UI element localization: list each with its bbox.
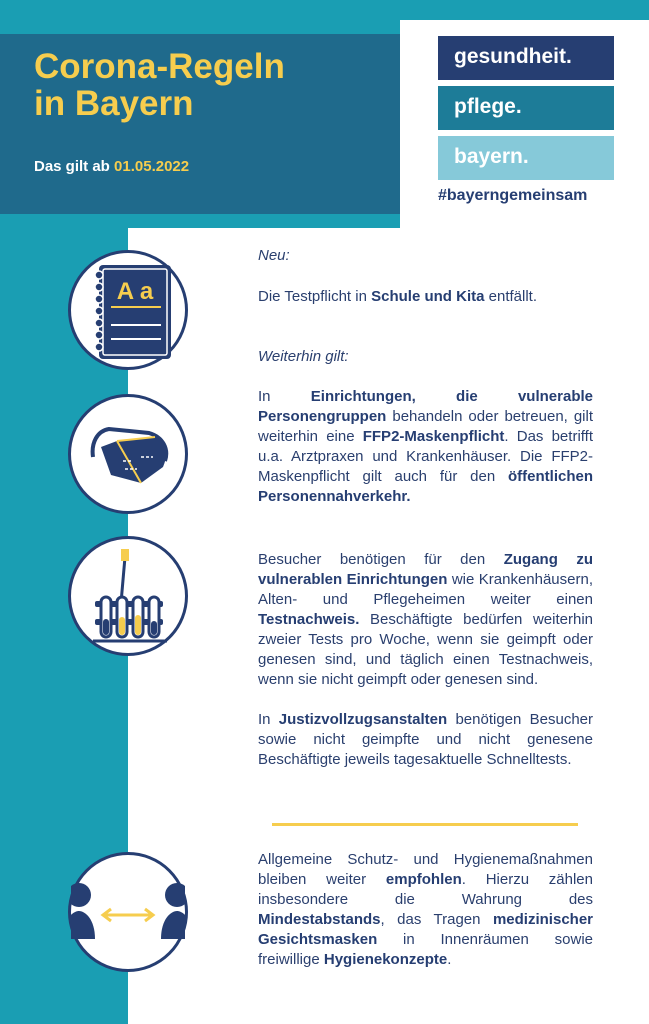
p2-e: Beschäftigte bedürfen weiterhin zweier Tests pro Woche, wenn sie geimpft oder genesen sind, und täglich einen Testnachweis, wenn sie nicht geimpft oder genesen sind. <box>258 611 593 688</box>
p4-a: Allgemeine Schutz- und Hygienemaßnahmen bleiben weiter <box>258 851 593 888</box>
ffp2-mask-icon-circle <box>68 394 188 514</box>
hygiene-paragraph <box>258 850 593 970</box>
valid-from <box>34 158 189 175</box>
page-title <box>34 48 394 122</box>
p1-c: behandeln oder betreuen, gilt weiterhin eine <box>258 408 593 445</box>
p4-c: . Hierzu zählen insbesondere die Wahrung des <box>258 871 593 908</box>
ffp2-paragraph <box>258 387 593 507</box>
neu-label: Neu: <box>258 247 290 264</box>
hashtag: #bayerngemeinsam <box>438 187 588 204</box>
p2-a: Besucher benötigen für den <box>258 551 486 568</box>
p1-d: FFP2-Maskenpflicht <box>362 428 505 445</box>
prison-paragraph <box>258 710 593 770</box>
brand-pflege: pflege. <box>438 86 614 130</box>
p4-e: , das Tragen <box>380 911 481 928</box>
brand-gesundheit: gesundheit. <box>438 36 614 80</box>
p1-e: . Das betrifft u.a. Arztpraxen und Krankenhäuser. Die FFP2-Maskenpflicht gilt auch für den <box>258 428 594 485</box>
valid-from-date: 01.05.2022 <box>114 158 190 175</box>
p2-c: wie Krankenhäusern, Alten- und Pflegeheimen weiter einen <box>258 571 593 608</box>
section-divider <box>272 823 578 826</box>
ffp2-mask-icon <box>71 397 185 511</box>
p1-f: öffentlichen Personennahverkehr. <box>258 468 593 505</box>
distance-people-icon <box>71 855 185 969</box>
valid-from-label: Das gilt ab <box>34 158 110 175</box>
test-text-post: entfällt. <box>488 288 538 305</box>
test-paragraph <box>258 287 593 307</box>
weiterhin-label: Weiterhin gilt: <box>258 348 349 365</box>
p4-g: in Innenräumen sowie freiwillige <box>258 931 593 968</box>
p4-h: Hygienekonzepte <box>323 951 448 968</box>
book-label: A a <box>116 278 154 305</box>
p1-b: Einrichtungen, die vulnerable Personengruppen <box>258 388 593 425</box>
distance-people-icon-circle <box>68 852 188 972</box>
p3-b: Justizvollzugsanstalten <box>278 711 448 728</box>
school-book-icon-circle <box>68 250 188 370</box>
brand-bayern: bayern. <box>438 136 614 180</box>
title-line-1: Corona-Regeln <box>34 47 285 86</box>
p1-a: In <box>258 388 271 405</box>
p4-f: medizinischer Gesichtsmasken <box>258 911 594 948</box>
test-tubes-icon <box>71 539 185 653</box>
test-tubes-icon-circle <box>68 536 188 656</box>
p2-b: Zugang zu vulnerablen Einrichtungen <box>258 551 593 588</box>
test-text-pre: Die Testpflicht in <box>258 288 367 305</box>
p3-a: In <box>258 711 271 728</box>
title-line-2: in Bayern <box>34 84 194 123</box>
school-book-icon <box>71 253 185 367</box>
p4-i: . <box>447 951 452 968</box>
p4-b: empfohlen <box>385 871 462 888</box>
p2-d: Testnachweis. <box>258 611 360 628</box>
test-text-bold: Schule und Kita <box>371 288 485 305</box>
test-proof-paragraph <box>258 550 593 690</box>
p3-c: benötigen Besucher sowie nicht geimpfte und nicht genesene Beschäftigte jeweils tagesaktuelle Schnelltests. <box>258 711 593 768</box>
p4-d: Mindestabstands <box>258 911 381 928</box>
